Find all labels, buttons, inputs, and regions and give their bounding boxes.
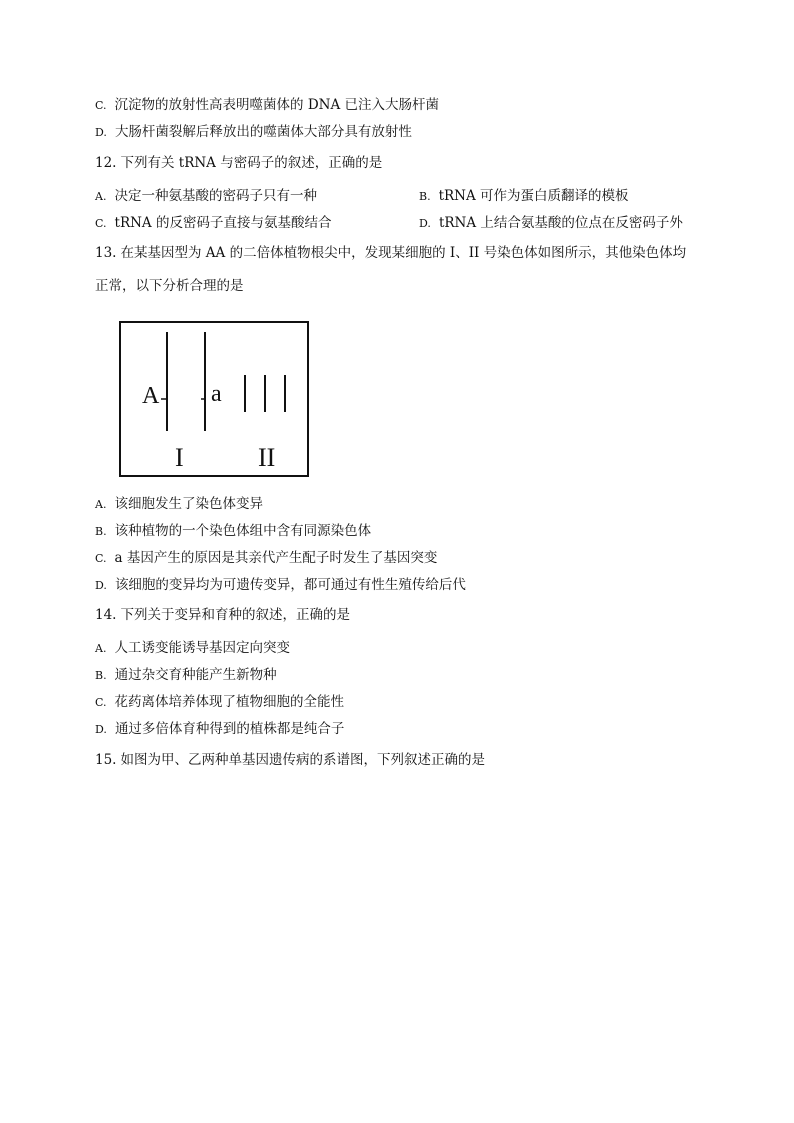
q13-stem-line2 [95,277,244,295]
question-text-continued: 正常，以下分析合理的是 [95,278,244,294]
option-text: 通过多倍体育种得到的植株都是纯合子 [114,721,345,737]
q13-option-d [95,576,466,595]
question-text: 下列有关 tRNA 与密码子的叙述，正确的是 [120,155,383,171]
q12-stem [95,154,382,172]
question-number: 15. [95,752,117,768]
option-text: 花药离体培养体现了植物细胞的全能性 [114,694,345,710]
option-label: C. [95,99,107,112]
option-text: tRNA 可作为蛋白质翻译的模板 [438,188,629,204]
chromosome-I-label: I [175,443,184,472]
question-number: 13. [95,245,117,261]
option-label: C. [95,552,107,565]
option-text: 该种植物的一个染色体组中含有同源染色体 [114,523,372,539]
question-text: 下列关于变异和育种的叙述，正确的是 [120,607,350,623]
option-text: 大肠杆菌裂解后释放出的噬菌体大部分具有放射性 [114,124,412,140]
chromosome-figure [119,321,309,477]
q13-stem-line1 [95,244,686,262]
option-label: D. [95,126,107,139]
option-text: a 基因产生的原因是其亲代产生配子时发生了基因突变 [114,550,438,566]
option-label: D. [419,217,431,230]
question-number: 14. [95,607,117,623]
option-label: C. [95,696,107,709]
question-number: 12. [95,155,117,171]
q13-option-b [95,522,371,541]
option-text: 通过杂交育种能产生新物种 [114,667,277,683]
gene-A-label: A [142,383,160,409]
option-label: D. [95,723,107,736]
gene-a-label: a [211,381,222,407]
option-label: A. [95,498,107,511]
option-text: 该细胞的变异均为可遗传变异，都可通过有性生殖传给后代 [114,577,466,593]
q11-option-d [95,123,412,142]
option-label: D. [95,579,107,592]
chromosome-II-label: II [258,443,276,472]
q15-stem [95,751,485,769]
option-text: 人工诱变能诱导基因定向突变 [114,640,290,656]
q14-option-d [95,720,344,739]
option-label: B. [95,669,107,682]
q13-option-c [95,549,437,568]
q13-option-a [95,495,263,514]
q14-option-a [95,639,290,658]
q11-option-c [95,96,439,115]
q12-option-a [95,187,317,206]
option-label: B. [95,525,107,538]
option-text: tRNA 的反密码子直接与氨基酸结合 [114,215,332,231]
option-label: B. [419,190,431,203]
option-text: tRNA 上结合氨基酸的位点在反密码子外 [438,215,683,231]
q12-option-b [419,187,629,206]
option-text: 沉淀物的放射性高表明噬菌体的 DNA 已注入大肠杆菌 [114,97,439,113]
option-label: A. [95,642,107,655]
q14-stem [95,606,350,624]
option-text: 该细胞发生了染色体变异 [114,496,263,512]
question-text: 如图为甲、乙两种单基因遗传病的系谱图，下列叙述正确的是 [120,752,485,768]
q14-option-b [95,666,277,685]
question-text: 在某基因型为 AA 的二倍体植物根尖中，发现某细胞的 I、II 号染色体如图所示，其他染色体均 [120,245,687,261]
option-label: A. [95,190,107,203]
option-text: 决定一种氨基酸的密码子只有一种 [114,188,317,204]
q12-option-d [419,214,683,233]
q14-option-c [95,693,344,712]
q12-option-c [95,214,331,233]
option-label: C. [95,217,107,230]
